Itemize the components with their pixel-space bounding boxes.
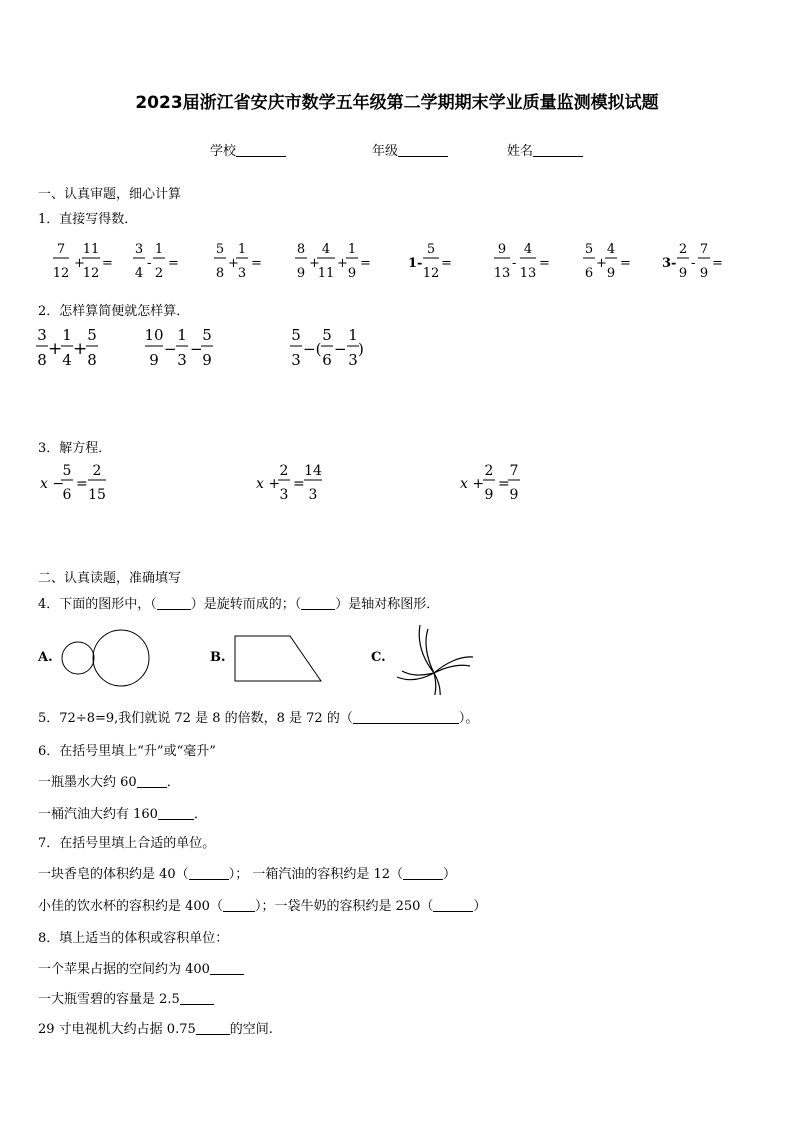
svg-text:3: 3 — [308, 487, 318, 503]
svg-text:9: 9 — [149, 351, 159, 369]
svg-text:=: = — [498, 476, 510, 492]
den: 9 — [606, 266, 616, 281]
q8-blank-3[interactable] — [196, 1022, 230, 1035]
num: 3 — [134, 242, 144, 257]
q7-blank-1[interactable] — [189, 867, 229, 880]
svg-text:5: 5 — [291, 326, 301, 344]
num: 5 — [426, 242, 436, 257]
q4-figures — [0, 615, 794, 695]
num: 1 — [347, 242, 357, 257]
grade-label: 年级 — [372, 144, 399, 159]
q5-blank[interactable] — [353, 711, 459, 724]
page-title: 2023届浙江省安庆市数学五年级第二学期期末学业质量监测模拟试题 — [135, 93, 659, 113]
num: 2 — [678, 242, 688, 257]
eq: = — [168, 256, 179, 271]
q3-item-1 — [40, 463, 106, 503]
svg-text:3: 3 — [177, 351, 187, 369]
num: 5 — [215, 242, 225, 257]
den: 4 — [134, 266, 144, 281]
svg-text:−: − — [190, 340, 203, 358]
svg-text:1: 1 — [177, 326, 187, 344]
q3-equations — [0, 458, 794, 508]
q7-line-2: 小佳的饮水杯的容积约是 400（ ）；一袋牛奶的容积约是 250（ ） — [38, 899, 487, 914]
q2-expressions — [0, 322, 794, 374]
q8-line-2: 一大瓶雪碧的容量是 2.5 — [38, 988, 214, 1007]
op: + — [74, 256, 85, 271]
section2-heading: 二、认真读题，准确填写 — [38, 571, 182, 586]
pre: 3- — [662, 256, 677, 271]
name-label: 姓名 — [507, 144, 534, 159]
eq: = — [539, 256, 550, 271]
svg-text:−(: −( — [303, 340, 322, 358]
q7-blank-2[interactable] — [403, 867, 443, 880]
shape-label-a: A. — [38, 650, 53, 665]
question-4: 4．下面的图形中，（ ）是旋转而成的；（ ）是轴对称图形． — [38, 597, 440, 612]
svg-text:5: 5 — [202, 326, 212, 344]
num: 7 — [56, 242, 66, 257]
q1-item-4 — [295, 242, 371, 281]
den: 12 — [422, 266, 440, 281]
q6-blank-2[interactable] — [158, 807, 194, 820]
q3-item-3 — [460, 463, 520, 503]
op: + — [309, 256, 320, 271]
svg-text:): ) — [358, 340, 364, 358]
den: 6 — [584, 266, 594, 281]
q2-item-2 — [144, 326, 213, 369]
grade-field — [372, 140, 448, 159]
op: - — [147, 256, 152, 271]
den: 13 — [493, 266, 511, 281]
den: 11 — [317, 266, 335, 281]
svg-text:2: 2 — [484, 463, 494, 479]
q7-line-1: 一块香皂的体积约是 40（ ）； 一箱汽油的容积约是 12（ ） — [38, 867, 457, 882]
question-8: 8．填上适当的体积或容积单位： — [38, 931, 229, 946]
den: 3 — [237, 266, 247, 281]
num: 7 — [699, 242, 709, 257]
svg-text:4: 4 — [62, 351, 72, 369]
eq: = — [360, 256, 371, 271]
svg-text:3: 3 — [279, 487, 289, 503]
num: 5 — [584, 242, 594, 257]
num: 1 — [237, 242, 247, 257]
svg-text:9: 9 — [484, 487, 494, 503]
svg-text:−: − — [334, 340, 347, 358]
q7-blank-3[interactable] — [223, 899, 255, 912]
eq: = — [620, 256, 631, 271]
svg-text:1: 1 — [62, 326, 72, 344]
den: 12 — [52, 266, 70, 281]
section1-heading: 一、认真审题，细心计算 — [38, 187, 182, 202]
svg-text:=: = — [293, 476, 305, 492]
pre: 1- — [408, 256, 423, 271]
question-2: 2．怎样算简便就怎样算． — [38, 304, 190, 319]
grade-blank[interactable] — [398, 143, 448, 157]
svg-text:8: 8 — [87, 351, 97, 369]
q4-blank-2[interactable] — [301, 597, 335, 610]
q8-line-3: 29 寸电视机大约占据 0.75 的空间. — [38, 1022, 273, 1037]
q2-item-3 — [290, 326, 364, 369]
question-6: 6．在括号里填上“升”或“毫升” — [38, 744, 216, 759]
num: 11 — [82, 242, 100, 257]
svg-text:1: 1 — [348, 326, 358, 344]
figure-c-pinwheel — [397, 625, 473, 695]
q1-item-5 — [408, 242, 452, 281]
eq: = — [712, 256, 723, 271]
den: 8 — [215, 266, 225, 281]
svg-text:5: 5 — [87, 326, 97, 344]
q2-item-1 — [36, 326, 98, 369]
svg-text:5: 5 — [322, 326, 332, 344]
figure-a-circles — [62, 630, 149, 686]
svg-text:6: 6 — [322, 351, 332, 369]
shape-label-c: C. — [371, 650, 386, 665]
q1-item-8 — [662, 242, 723, 281]
svg-text:2: 2 — [92, 463, 102, 479]
name-field — [507, 140, 583, 159]
svg-text:9: 9 — [509, 487, 519, 503]
eq: = — [251, 256, 262, 271]
figure-b-trapezoid — [235, 636, 321, 681]
op2: + — [337, 256, 348, 271]
svg-text:10: 10 — [144, 326, 164, 344]
svg-text:3: 3 — [37, 326, 47, 344]
op: - — [691, 256, 696, 271]
q8-line-1: 一个苹果占据的空间约为 400 — [38, 958, 244, 977]
den: 9 — [347, 266, 357, 281]
num: 8 — [296, 242, 306, 257]
den: 13 — [519, 266, 537, 281]
question-5: 5．72÷8=9,我们就说 72 是 8 的倍数，8 是 72 的（ ）。 — [38, 711, 479, 726]
den: 9 — [678, 266, 688, 281]
q1-fractions — [0, 236, 794, 290]
num: 4 — [321, 242, 331, 257]
name-blank[interactable] — [533, 143, 583, 157]
svg-text:+: + — [48, 339, 63, 359]
svg-text:3: 3 — [348, 351, 358, 369]
op: + — [596, 256, 607, 271]
svg-text:x +: x + — [256, 476, 281, 492]
num: 9 — [497, 242, 507, 257]
q8-blank-2[interactable] — [180, 992, 214, 1005]
q1-item-1 — [53, 242, 113, 281]
op: - — [512, 256, 517, 271]
svg-text:−: − — [164, 340, 177, 358]
svg-text:14: 14 — [304, 463, 322, 479]
q1-item-6 — [494, 242, 550, 281]
num: 4 — [606, 242, 616, 257]
q7-blank-4[interactable] — [433, 899, 473, 912]
svg-text:9: 9 — [202, 351, 212, 369]
school-label: 学校 — [210, 144, 237, 159]
q1-item-3 — [214, 242, 262, 281]
q4-blank-1[interactable] — [157, 597, 191, 610]
svg-text:=: = — [76, 476, 88, 492]
question-7: 7．在括号里填上合适的单位。 — [38, 836, 216, 851]
question-3: 3．解方程． — [38, 441, 112, 456]
question-1: 1．直接写得数． — [38, 212, 138, 227]
eq: = — [102, 256, 113, 271]
shape-label-b: B. — [210, 650, 226, 665]
svg-text:x +: x + — [460, 476, 485, 492]
svg-text:3: 3 — [291, 351, 301, 369]
op: + — [228, 256, 239, 271]
q6-blank-1[interactable] — [137, 775, 167, 788]
eq: = — [441, 256, 452, 271]
den: 9 — [296, 266, 306, 281]
q1-item-2 — [133, 242, 179, 281]
svg-text:6: 6 — [62, 487, 72, 503]
den: 9 — [699, 266, 709, 281]
num: 1 — [154, 242, 164, 257]
svg-text:8: 8 — [37, 351, 47, 369]
school-field — [210, 140, 286, 159]
svg-text:+: + — [73, 339, 88, 359]
den: 2 — [154, 266, 164, 281]
q8-blank-1[interactable] — [210, 962, 244, 975]
q6-line-2: 一桶汽油大约有 160 ． — [38, 807, 207, 822]
school-blank[interactable] — [236, 143, 286, 157]
svg-text:x −: x − — [40, 476, 65, 492]
num: 4 — [523, 242, 533, 257]
svg-text:15: 15 — [88, 487, 106, 503]
q3-item-2 — [256, 463, 322, 503]
q6-line-1: 一瓶墨水大约 60 ． — [38, 775, 180, 790]
svg-text:5: 5 — [62, 463, 72, 479]
den: 12 — [82, 266, 100, 281]
svg-text:2: 2 — [279, 463, 289, 479]
q1-item-7 — [583, 242, 631, 281]
svg-text:7: 7 — [509, 463, 519, 479]
